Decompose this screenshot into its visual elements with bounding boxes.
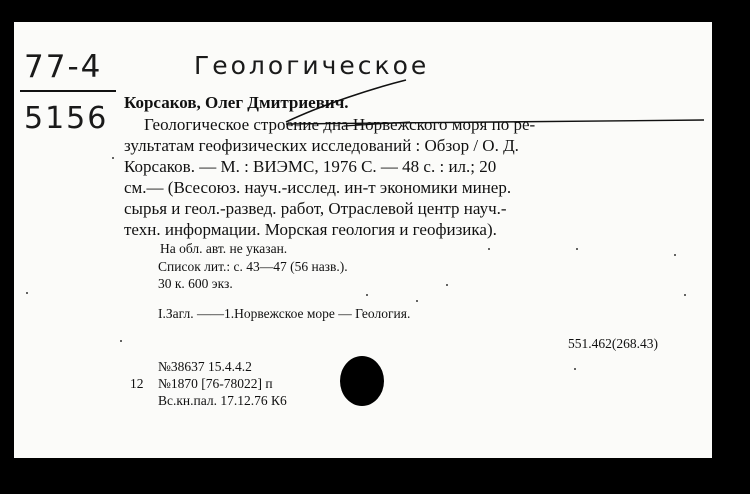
scan-speck: [120, 340, 122, 342]
card-body-line: Геологическое строение дна Норвежского моря по ре-: [144, 115, 536, 134]
scan-speck: [488, 248, 490, 250]
card-body-line: сырья и геол.-развед. работ, Отраслевой центр науч.-: [124, 199, 507, 218]
card-author: Корсаков, Олег Дмитриевич.: [124, 93, 349, 112]
handwritten-subject: Геологическое: [194, 51, 430, 80]
handwritten-shelf-top: 77-4: [24, 49, 103, 85]
scan-speck: [446, 284, 448, 286]
scan-speck: [576, 248, 578, 250]
card-body-line: Корсаков. — М. : ВИЭМС, 1976 С. — 48 с. : ил.; 20: [124, 157, 497, 176]
scan-speck: [684, 294, 686, 296]
footer-line: Вс.кн.пал. 17.12.76 К6: [158, 393, 287, 408]
scan-speck: [112, 157, 114, 159]
card-body-line: см.— (Всесоюз. науч.-исслед. ин-т экономики минер.: [124, 178, 512, 197]
footer-line: №1870 [76-78022] п: [158, 376, 273, 391]
footer-line-prefix: 12: [130, 376, 144, 391]
card-note: 30 к. 600 экз.: [158, 276, 233, 291]
handwritten-shelf-bottom: 5156: [24, 101, 109, 136]
card-tracing: I.Загл. ——1.Норвежское море — Геология.: [158, 306, 411, 321]
shelf-mark-divider: [20, 90, 116, 92]
card-note: Список лит.: с. 43—47 (56 назв.).: [158, 259, 348, 274]
classification-number: 551.462(268.43): [568, 336, 658, 351]
scan-speck: [416, 300, 418, 302]
card-body-line: техн. информации. Морская геология и геофизика).: [124, 220, 497, 239]
catalog-card: [14, 22, 712, 458]
punch-hole: [340, 356, 384, 406]
card-body-line: зультатам геофизических исследований : Обзор / О. Д.: [124, 136, 519, 155]
card-note: На обл. авт. не указан.: [160, 241, 288, 256]
footer-line: №38637 15.4.4.2: [158, 359, 252, 374]
scan-speck: [366, 294, 368, 296]
scan-speck: [26, 292, 28, 294]
scan-speck: [574, 368, 576, 370]
scan-speck: [674, 254, 676, 256]
